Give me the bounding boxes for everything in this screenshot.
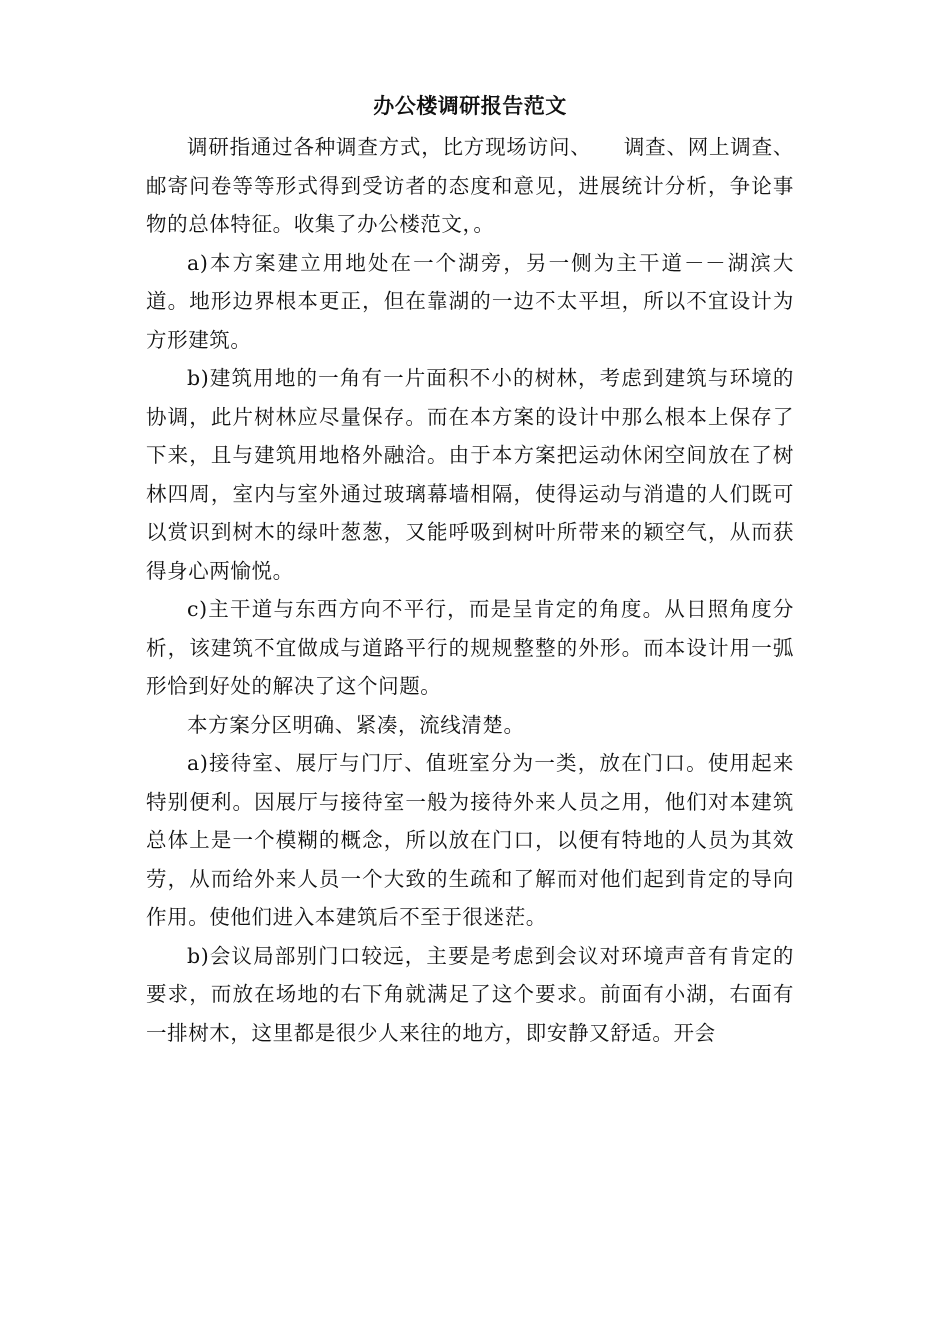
paragraph-intro: 调研指通过各种调查方式，比方现场访问、 调查、网上调查、邮寄问卷等等形式得到受访者的态度和意见，进展统计分析，争论事物的总体特征。收集了办公楼范文，。 — [146, 135, 794, 236]
document-page — [146, 88, 794, 1052]
paragraph-zoning-b: b)会议局部别门口较远，主要是考虑到会议对环境声音有肯定的要求，而放在场地的右下角就满足了这个要求。前面有小湖，右面有一排树木，这里都是很少人来往的地方，即安静又舒适。开会 — [146, 943, 794, 1045]
document-title: 办公楼调研报告范文 — [373, 93, 567, 118]
paragraph-site-b: b)建筑用地的一角有一片面积不小的树林，考虑到建筑与环境的协调，此片树林应尽量保存。而在本方案的设计中那么根本上保存了下来，且与建筑用地格外融洽。由于本方案把运动休闲空间放在了树林四周，室内与室外通过玻璃幕墙相隔，使得运动与消遣的人们既可以赏识到树木的绿叶葱葱，又能呼吸到树叶所带来的颖空气，从而获得身心两愉悦。 — [146, 366, 794, 583]
paragraph-site-a: a)本方案建立用地处在一个湖旁，另一侧为主干道－－湖滨大道。地形边界根本更正，但在靠湖的一边不太平坦，所以不宜设计为方形建筑。 — [146, 250, 794, 352]
paragraph-zoning-a: a)接待室、展厅与门厅、值班室分为一类，放在门口。使用起来特别便利。因展厅与接待室一般为接待外来人员之用，他们对本建筑总体上是一个模糊的概念，所以放在门口，以便有特地的人员为其效劳，从而给外来人员一个大致的生疏和了解而对他们起到肯定的导向作用。使他们进入本建筑后不至于很迷茫。 — [146, 751, 794, 929]
paragraph-site-c: c)主干道与东西方向不平行，而是呈肯定的角度。从日照角度分析，该建筑不宜做成与道路平行的规规整整的外形。而本设计用一弧形恰到好处的解决了这个问题。 — [146, 597, 794, 698]
paragraph-zoning: 本方案分区明确、紧凑，流线清楚。 — [187, 712, 525, 737]
